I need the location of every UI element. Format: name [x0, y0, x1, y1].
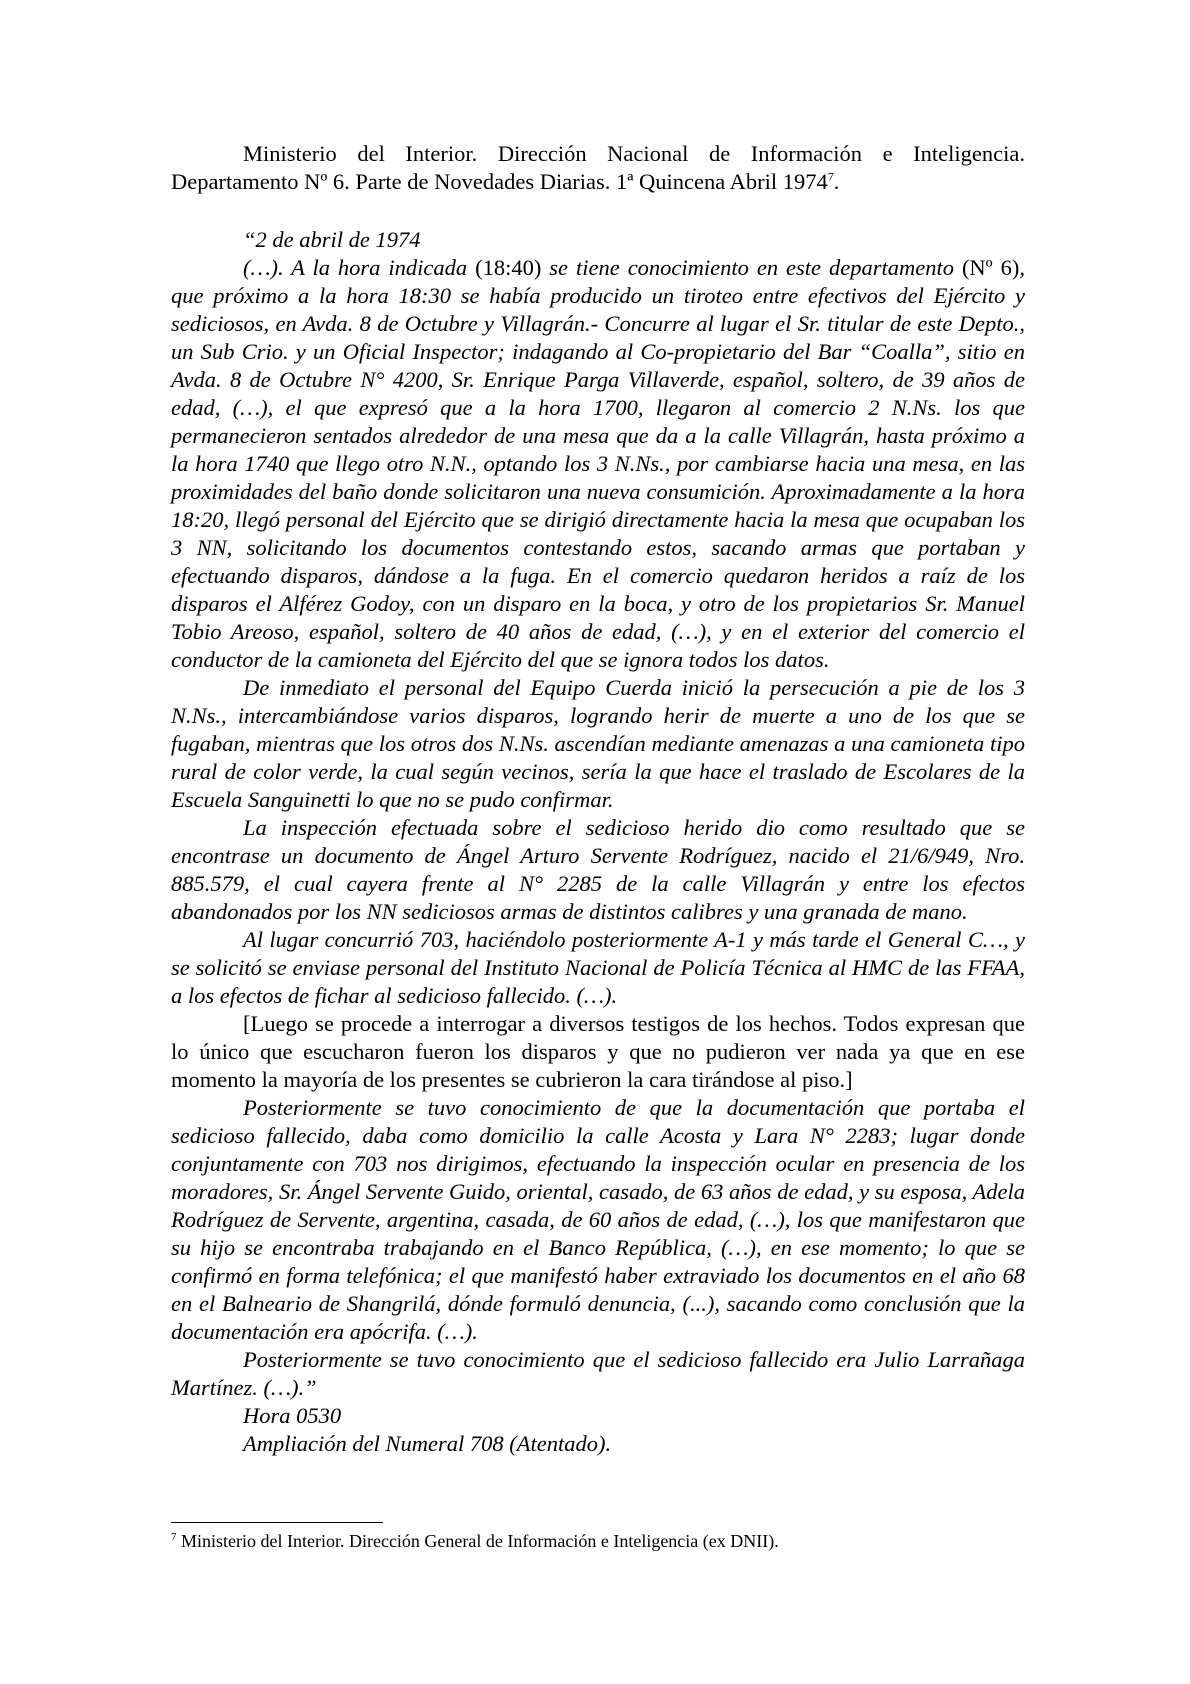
p1-part-c: se tiene conocimiento en este departamento [541, 255, 962, 280]
footnote-reference: 7 [827, 169, 834, 184]
quote-paragraph-7: Posteriormente se tuvo conocimiento que el sedicioso fallecido era Julio Larrañaga Martínez. (…).” [171, 1347, 1025, 1400]
footnote-text: Ministerio del Interior. Dirección General de Información e Inteligencia (ex DNII). [176, 1531, 779, 1551]
quote-paragraph-6: Posteriormente se tuvo conocimiento de que la documentación que portaba el sedicioso fallecido, daba como domicilio la calle Acosta y Lara N° 2283; lugar donde conjuntamente con 703 nos dirigimos, efectuando la inspección ocular en presencia de los moradores, Sr. Ángel Servente Guido, oriental, casado, de 63 años de edad, y su esposa, Adela Rodríguez de Servente, argentina, casada, de 60 años de edad, (…), los que manifestaron que su hijo se encontraba trabajando en el Banco República, (…), en ese momento; lo que se confirmó en forma telefónica; el que manifestó haber extraviado los documentos en el año 68 en el Balneario de Shangrilá, dónde formuló denuncia, (...), sacando como conclusión que la documentación era apócrifa. (…). [171, 1095, 1025, 1344]
document-body [171, 140, 1025, 1458]
quote-paragraph-3: La inspección efectuada sobre el sedicioso herido dio como resultado que se encontrase un documento de Ángel Arturo Servente Rodríguez, nacido el 21/6/949, Nro. 885.579, el cual cayera frente al N° 2285 de la calle Villagrán y entre los efectos abandonados por los NN sediciosos armas de distintos calibres y una granada de mano. [171, 815, 1025, 924]
footnote [171, 1530, 1025, 1552]
heading-end: . [833, 169, 840, 194]
document-heading [171, 140, 1025, 196]
quote-date: “2 de abril de 1974 [243, 227, 421, 252]
footnote-separator [171, 1522, 383, 1523]
quote-final-line: Ampliación del Numeral 708 (Atentado). [243, 1431, 612, 1456]
footnote-number: 7 [171, 1531, 177, 1543]
p1-part-d: (Nº 6) [961, 255, 1020, 280]
quote-time-line: Hora 0530 [243, 1403, 342, 1428]
quote-paragraph-2: De inmediato el personal del Equipo Cuerda inició la persecución a pie de los 3 N.Ns., intercambiándose varios disparos, logrando herir de muerte a uno de los que se fugaban, mientras que los otros dos N.Ns. ascendían mediante amenazas a una camioneta tipo rural de color verde, la cual según vecinos, sería la que hace el traslado de Escolares de la Escuela Sanguinetti lo que no se pudo confirmar. [171, 675, 1025, 812]
spacer [171, 196, 1025, 226]
quote-paragraph-1 [171, 254, 1025, 674]
heading-text: Ministerio del Interior. Dirección Nacional de Información e Inteligencia. Departamento Nº 6. Parte de Novedades Diarias. 1ª Quincena Abril 1974 [171, 141, 1025, 194]
p1-part-b: (18:40) [475, 255, 542, 280]
quote-paragraph-4: Al lugar concurrió 703, haciéndolo posteriormente A-1 y más tarde el General C…, y se solicitó se enviase personal del Instituto Nacional de Policía Técnica al HMC de las FFAA, a los efectos de fichar al sedicioso fallecido. (…). [171, 927, 1025, 1008]
editorial-note-paragraph: [Luego se procede a interrogar a diversos testigos de los hechos. Todos expresan que lo único que escucharon fueron los disparos y que no pudieron ver nada ya que en ese momento la mayoría de los presentes se cubrieron la cara tirándose al piso.] [171, 1011, 1025, 1092]
p1-part-a: (…). A la hora indicada [243, 255, 476, 280]
p1-part-e: , que próximo a la hora 18:30 se había producido un tiroteo entre efectivos del Ejército y sediciosos, en Avda. 8 de Octubre y Villagrán.- Concurre al lugar el Sr. titular de este Depto., un Sub Crio. y un Oficial Inspector; indagando al Co-propietario del Bar “Coalla”, sitio en Avda. 8 de Octubre N° 4200, Sr. Enrique Parga Villaverde, español, soltero, de 39 años de edad, (…), el que expresó que a la hora 1700, llegaron al comercio 2 N.Ns. los que permanecieron sentados alrededor de una mesa que da a la calle Villagrán, hasta próximo a la hora 1740 que llego otro N.N., optando los 3 N.Ns., por cambiarse hacia una mesa, en las proximidades del baño donde solicitaron una nueva consumición. Aproximadamente a la hora 18:20, llegó personal del Ejército que se dirigió directamente hacia la mesa que ocupaban los 3 NN, solicitando los documentos contestando estos, sacando armas que portaban y efectuando disparos, dándose a la fuga. En el comercio quedaron heridos a raíz de los disparos el Alférez Godoy, con un disparo en la boca, y otro de los propietarios Sr. Manuel Tobio Areoso, español, soltero de 40 años de edad, (…), y en el exterior del comercio el conductor de la camioneta del Ejército del que se ignora todos los datos. [171, 255, 1025, 672]
